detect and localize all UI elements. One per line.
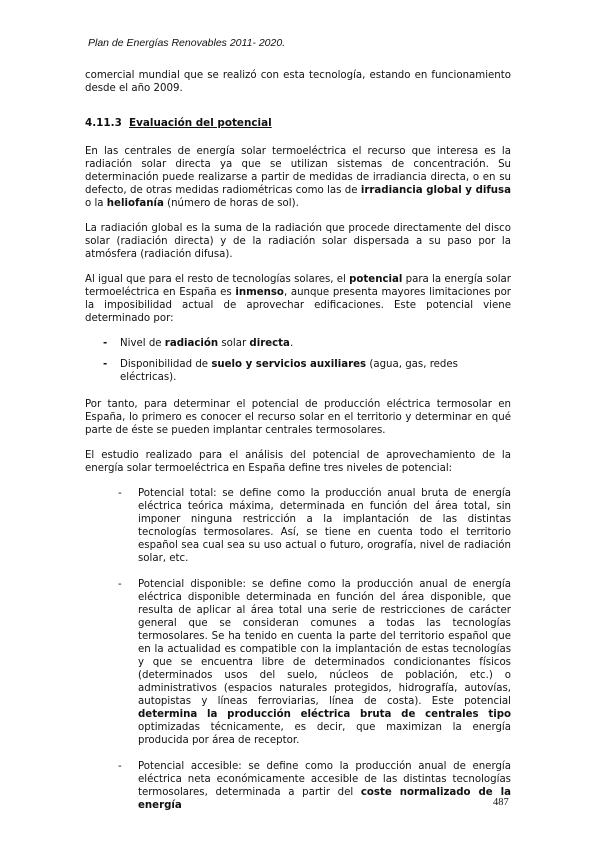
list-item: - Nivel de radiación solar directa. bbox=[103, 338, 294, 349]
list-item: - Potencial disponible: se define como la producción anual de energía eléctrica disponible determinada en función del área disponible, que resulta de aplicar al área total una serie de restricciones de carácter general que se consideran comunes a todas las tecnologías termosolares. Se ha tenido en cuenta la parte del territorio español que en la actualidad es compatible con la implantación de estas tecnologías y que se encuentra libre de determinados condicionantes físicos (determinados usos del suelo, núcleos de población, etc.) o administrativos (espacios naturales protegidos, hidrografía, autovías, autopistas y líneas ferroviarias, línea de costa). Este potencial determina la producción eléctrica bruta de centrales tipo optimizadas técnicamente, es decir, que maximizan la energía producida por área de receptor. bbox=[118, 579, 511, 746]
paragraph-potential: Al igual que para el resto de tecnologías solares, el potencial para la energía solar termoeléctrica en España es inmenso, aunque presenta mayores limitaciones por la imposibilidad actual de aprovechar edificaciones. Este potencial viene determinado por: bbox=[85, 274, 511, 324]
section-title: Evaluación del potencial bbox=[129, 117, 272, 129]
paragraph-global-radiation: La radiación global es la suma de la radiación que procede directamente del disco solar (radiación directa) y de la radiación solar dispersada a su paso por la atmósfera (radiación difusa). bbox=[85, 223, 511, 260]
paragraph-resource: En las centrales de energía solar termoeléctrica el recurso que interesa es la radiación solar directa ya que se utilizan sistemas de concentración. Su determinación puede realizarse a partir de medidas de irradiancia directa, o en su defecto, de otras medidas radiométricas como las de irradiancia global y difusa o la heliofanía (número de horas de sol). bbox=[85, 146, 511, 209]
section-heading bbox=[85, 117, 511, 130]
paragraph-determination: Por tanto, para determinar el potencial de producción eléctrica termosolar en España, lo primero es conocer el recurso solar en el territorio y determinar en qué parte de éste se pueden implantar centrales termosolares. bbox=[85, 399, 511, 436]
running-header: Plan de Energías Renovables 2011- 2020. bbox=[88, 37, 286, 49]
factor-list bbox=[85, 337, 511, 384]
paragraph-study: El estudio realizado para el análisis del potencial de aprovechamiento de la energía solar termoeléctrica en España define tres niveles de potencial: bbox=[85, 450, 511, 474]
list-item: - Disponibilidad de suelo y servicios auxiliares (agua, gas, redes eléctricas). bbox=[103, 359, 458, 383]
list-item: - Potencial accesible: se define como la producción anual de energía eléctrica neta económicamente accesible de las distintas tecnologías termosolares, determinada a partir del coste normalizado de la energía bbox=[118, 761, 511, 811]
intro-paragraph: comercial mundial que se realizó con esta tecnología, estando en funcionamiento desde el año 2009. bbox=[85, 70, 511, 94]
page-number: 487 bbox=[493, 797, 509, 808]
potential-levels-list bbox=[85, 487, 511, 812]
section-number: 4.11.3 bbox=[85, 117, 122, 129]
list-item: - Potencial total: se define como la producción anual bruta de energía eléctrica teórica máxima, determinada en función del área total, sin imponer ninguna restricción a la implantación de las distintas tecnologías termosolares. Así, se tiene en cuenta todo el territorio español sea cual sea su uso actual o futuro, orografía, nivel de radiación solar, etc. bbox=[118, 488, 511, 564]
document-body bbox=[85, 69, 511, 825]
